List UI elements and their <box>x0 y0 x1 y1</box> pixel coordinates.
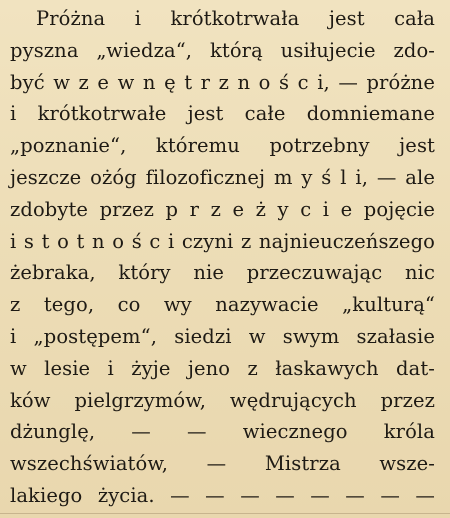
text-line: wszechświatów, — Mistrza wsze- <box>10 452 435 476</box>
text-line: być w z e w n ę t r z n o ś c i, — próżne <box>10 70 435 94</box>
text-line: i s t o t n o ś c i czyni z najnieuczeńszego <box>10 229 435 253</box>
text-line: w lesie i żyje jeno z łaskawych dat- <box>10 356 435 380</box>
text-line: dżunglę, — — wiecznego króla <box>10 420 435 444</box>
text-line: i „postępem“, siedzi w swym szałasie <box>10 324 435 348</box>
text-line: żebraka, który nie przeczuwając nic <box>10 261 435 285</box>
text-line-last: lakiego życia. — — — — — — — — <box>10 483 435 507</box>
text-line: Próżna i krótkotrwała jest cała <box>36 7 435 30</box>
text-line: jeszcze ożóg filozoficznej m y ś l i, — ale <box>10 165 435 189</box>
text-paragraph <box>10 3 435 512</box>
text-line: „poznanie“, któremu potrzebny jest <box>10 134 435 158</box>
page-bottom-edge <box>0 513 450 514</box>
text-line: zdobyte przez p r z e ż y c i e pojęcie <box>10 197 435 221</box>
text-line: ków pielgrzymów, wędrujących przez <box>10 388 435 412</box>
text-line: z tego, co wy nazywacie „kulturą“ <box>10 293 435 317</box>
text-line: pyszna „wiedza“, którą usiłujecie zdo- <box>10 38 435 62</box>
text-line: i krótkotrwałe jest całe domniemane <box>10 102 435 126</box>
